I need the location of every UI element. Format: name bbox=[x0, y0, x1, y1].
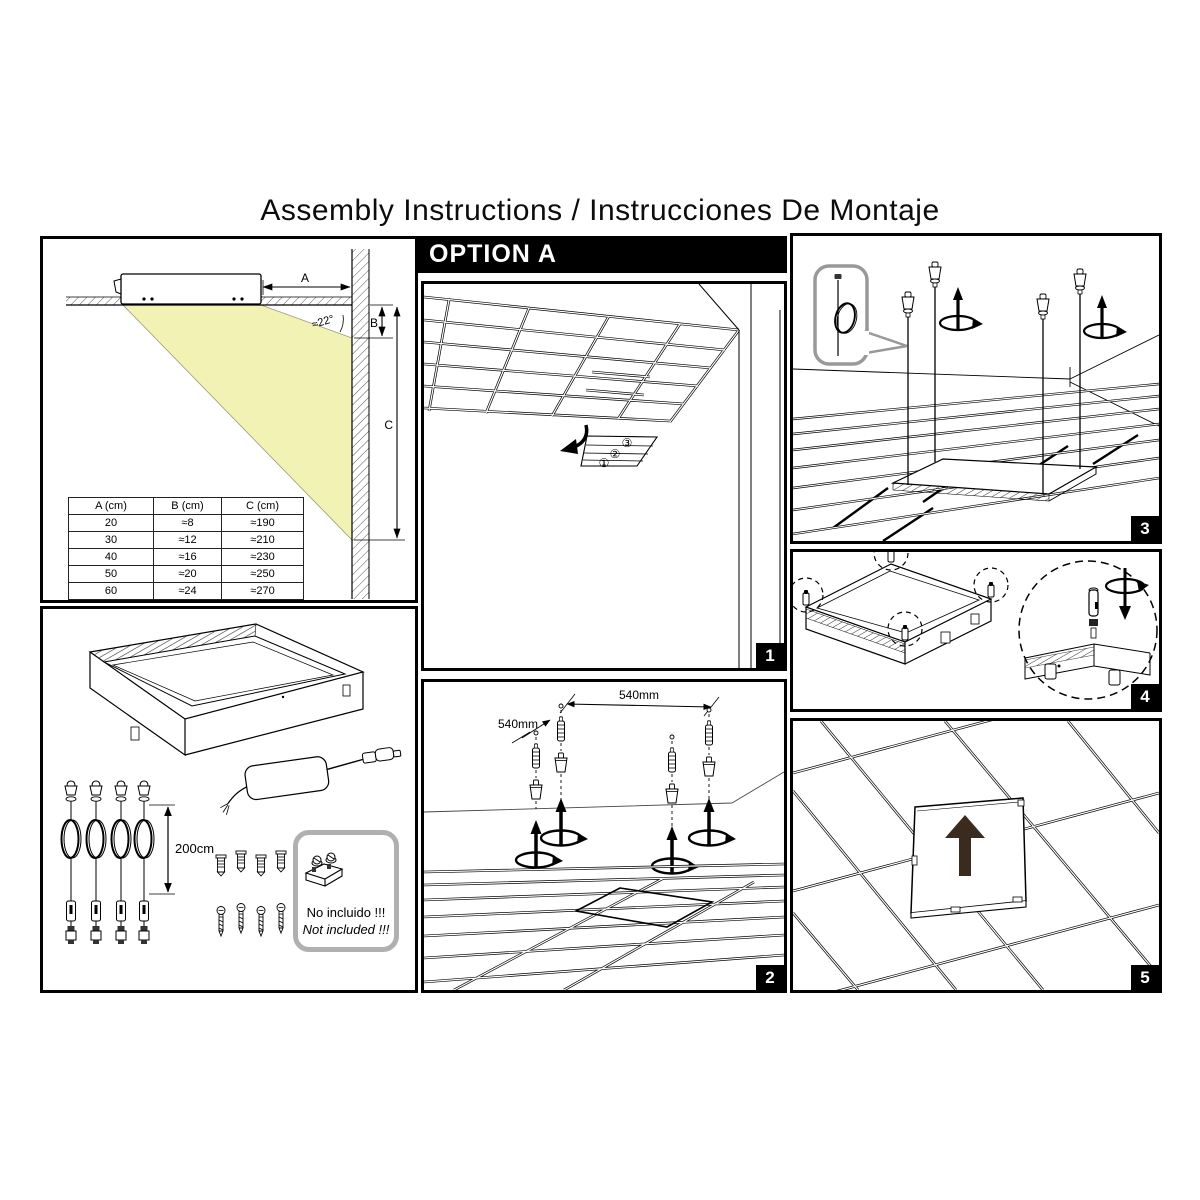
panel-step-3 bbox=[790, 233, 1162, 544]
step-number-badge: 4 bbox=[1131, 684, 1159, 709]
step-number-badge: 3 bbox=[1131, 516, 1159, 541]
panel-beam-diagram bbox=[40, 236, 418, 603]
step-number-badge: 1 bbox=[756, 643, 784, 668]
table-row: 30 ≈12 ≈210 bbox=[69, 532, 304, 549]
panel-package-contents bbox=[40, 606, 418, 993]
table-row: 60 ≈24 ≈270 bbox=[69, 583, 304, 600]
led-driver bbox=[215, 745, 405, 815]
dim-c-label: C bbox=[384, 418, 393, 432]
panel-frame bbox=[806, 564, 991, 664]
terminal-block-icon bbox=[298, 849, 348, 895]
page-title: Assembly Instructions / Instrucciones De Montaje bbox=[260, 194, 940, 227]
step-number-badge: 5 bbox=[1131, 965, 1159, 990]
dim-a-label: A bbox=[300, 271, 310, 285]
step2-drawing bbox=[424, 682, 784, 990]
wire-loop-callout bbox=[815, 266, 907, 364]
panel-frame bbox=[90, 624, 363, 755]
angle-label: ≈22° bbox=[310, 313, 336, 332]
not-included-text-es: No incluido !!! bbox=[306, 905, 386, 920]
not-included-text-en: Not included !!! bbox=[302, 922, 390, 937]
table-header: B (cm) bbox=[154, 498, 222, 515]
not-included-callout bbox=[293, 830, 399, 952]
table-header: A (cm) bbox=[69, 498, 154, 515]
step5-drawing bbox=[793, 721, 1159, 990]
step-number-badge: 2 bbox=[756, 965, 784, 990]
dim-depth-label: 540mm bbox=[497, 717, 539, 731]
fixture-clip bbox=[114, 279, 121, 294]
corner-detail-zoom bbox=[1019, 561, 1157, 699]
step3-drawing bbox=[793, 236, 1159, 541]
wire-length-label: 200cm bbox=[175, 841, 215, 856]
option-a-header bbox=[415, 236, 787, 273]
dim-b-label: B bbox=[369, 316, 378, 330]
step4-drawing bbox=[793, 552, 1159, 709]
tile-mark-1: ① bbox=[598, 456, 610, 470]
panel-step-5 bbox=[790, 718, 1162, 993]
table-row: 20 ≈8 ≈190 bbox=[69, 515, 304, 532]
table-row: 50 ≈20 ≈250 bbox=[69, 566, 304, 583]
remove-direction-arrow bbox=[560, 425, 587, 454]
panel-step-4 bbox=[790, 549, 1162, 712]
panel-frame-on-grid bbox=[893, 459, 1096, 501]
step1-drawing bbox=[424, 284, 784, 668]
light-fixture-side bbox=[121, 274, 261, 304]
panel-step-2 bbox=[421, 679, 787, 993]
table-header: C (cm) bbox=[222, 498, 304, 515]
dim-width-label: 540mm bbox=[618, 688, 660, 702]
tile-mark-2: ② bbox=[609, 447, 621, 461]
tile-mark-3: ③ bbox=[621, 436, 633, 450]
option-a-label: OPTION A bbox=[429, 240, 557, 268]
table-row: 40 ≈16 ≈230 bbox=[69, 549, 304, 566]
distance-table bbox=[68, 497, 304, 600]
panel-step-1 bbox=[421, 281, 787, 671]
